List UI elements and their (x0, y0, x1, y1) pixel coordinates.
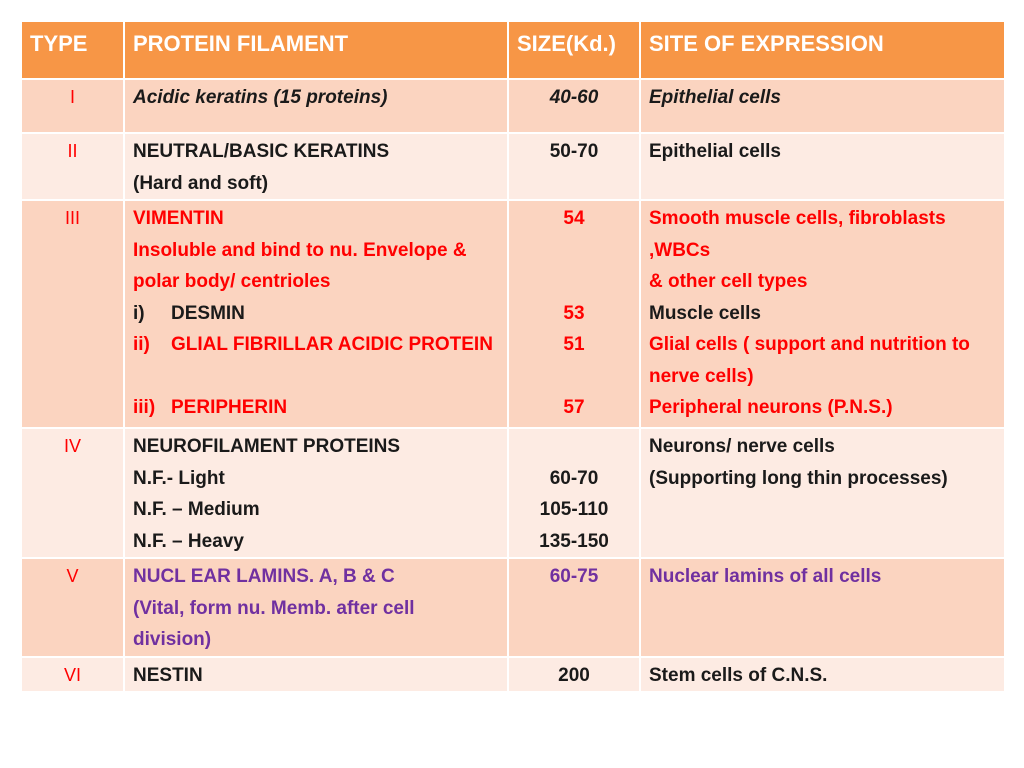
filament-line: N.F. – Medium (133, 499, 260, 520)
site-line: ,WBCs (649, 239, 711, 261)
header-type: TYPE (21, 21, 124, 79)
filament-line: (Vital, form nu. Memb. after cell (133, 597, 415, 619)
filament-line: VIMENTIN (133, 208, 224, 229)
table-row (21, 79, 1005, 133)
size-line: 53 (563, 302, 585, 324)
site-cell (640, 657, 1005, 693)
filament-line: NEUROFILAMENT PROTEINS (133, 436, 401, 457)
size-cell (508, 657, 640, 693)
table-row (21, 428, 1005, 558)
subitem-number: iii) (133, 397, 156, 418)
site-line: Neurons/ nerve cells (649, 436, 835, 457)
filament-cell (124, 558, 508, 657)
type-cell: V (21, 558, 124, 657)
site-line: Smooth muscle cells, fibroblasts (649, 208, 946, 229)
filament-subitem (133, 392, 499, 424)
filament-cell (124, 200, 508, 428)
type-cell: I (21, 79, 124, 133)
site-line: Epithelial cells (649, 87, 781, 108)
table-row (21, 657, 1005, 693)
filament-line: NUCL EAR LAMINS. A, B & C (133, 566, 395, 587)
filament-cell (124, 79, 508, 133)
table-row (21, 558, 1005, 657)
filament-subitem (133, 329, 499, 361)
size-cell (508, 558, 640, 657)
site-cell (640, 200, 1005, 428)
size-line: 105-110 (539, 499, 609, 520)
type-cell: III (21, 200, 124, 428)
table-row (21, 200, 1005, 428)
type-cell: VI (21, 657, 124, 693)
size-line: 60-75 (549, 566, 599, 587)
subitem-number: ii) (133, 334, 150, 355)
filament-line: polar body/ centrioles (133, 271, 331, 292)
size-line (517, 235, 631, 267)
header-row (21, 21, 1005, 79)
header-size: SIZE(Kd.) (508, 21, 640, 79)
filament-subitem (133, 298, 499, 330)
site-cell (640, 133, 1005, 200)
size-line: 50-70 (549, 141, 599, 162)
size-line (517, 431, 631, 463)
size-line: 60-70 (549, 467, 599, 489)
site-line: nerve cells) (649, 365, 754, 387)
site-line: (Supporting long thin processes) (649, 467, 948, 489)
subitem-text: DESMIN (171, 302, 245, 324)
size-line: 54 (563, 208, 585, 229)
type-cell: IV (21, 428, 124, 558)
filament-cell (124, 133, 508, 200)
size-cell (508, 79, 640, 133)
site-line: Peripheral neurons (P.N.S.) (649, 397, 893, 418)
site-cell (640, 79, 1005, 133)
filament-line: NEUTRAL/BASIC KERATINS (133, 141, 390, 162)
site-line: Nuclear lamins of all cells (649, 566, 882, 587)
filament-line: Insoluble and bind to nu. Envelope & (133, 239, 467, 261)
size-line: 51 (563, 334, 585, 355)
filament-line: N.F. – Heavy (133, 530, 244, 552)
table-row (21, 133, 1005, 200)
size-line: 200 (558, 664, 590, 686)
subitem-number: i) (133, 302, 145, 324)
filament-line (133, 361, 499, 393)
size-line (517, 361, 631, 393)
site-cell (640, 428, 1005, 558)
subitem-text: PERIPHERIN (171, 397, 288, 418)
size-line (517, 266, 631, 298)
site-cell (640, 558, 1005, 657)
size-line: 40-60 (549, 87, 599, 108)
filament-line: (Hard and soft) (133, 172, 269, 194)
site-line: Epithelial cells (649, 141, 781, 162)
header-site-of-expression: SITE OF EXPRESSION (640, 21, 1005, 79)
site-line: Glial cells ( support and nutrition to (649, 334, 970, 355)
site-line: & other cell types (649, 271, 808, 292)
size-cell (508, 200, 640, 428)
filament-cell (124, 428, 508, 558)
filament-line: division) (133, 629, 212, 650)
site-line: Muscle cells (649, 302, 761, 324)
size-line: 57 (563, 397, 585, 418)
filament-cell (124, 657, 508, 693)
site-line: Stem cells of C.N.S. (649, 664, 828, 686)
size-line: 135-150 (539, 530, 609, 552)
header-protein-filament: PROTEIN FILAMENT (124, 21, 508, 79)
filament-line: Acidic keratins (15 proteins) (133, 87, 388, 108)
size-cell (508, 133, 640, 200)
filament-line: N.F.- Light (133, 467, 225, 489)
type-cell: II (21, 133, 124, 200)
filament-line: NESTIN (133, 664, 203, 686)
subitem-text: GLIAL FIBRILLAR ACIDIC PROTEIN (171, 334, 493, 355)
protein-filament-table (20, 20, 1006, 693)
size-cell (508, 428, 640, 558)
